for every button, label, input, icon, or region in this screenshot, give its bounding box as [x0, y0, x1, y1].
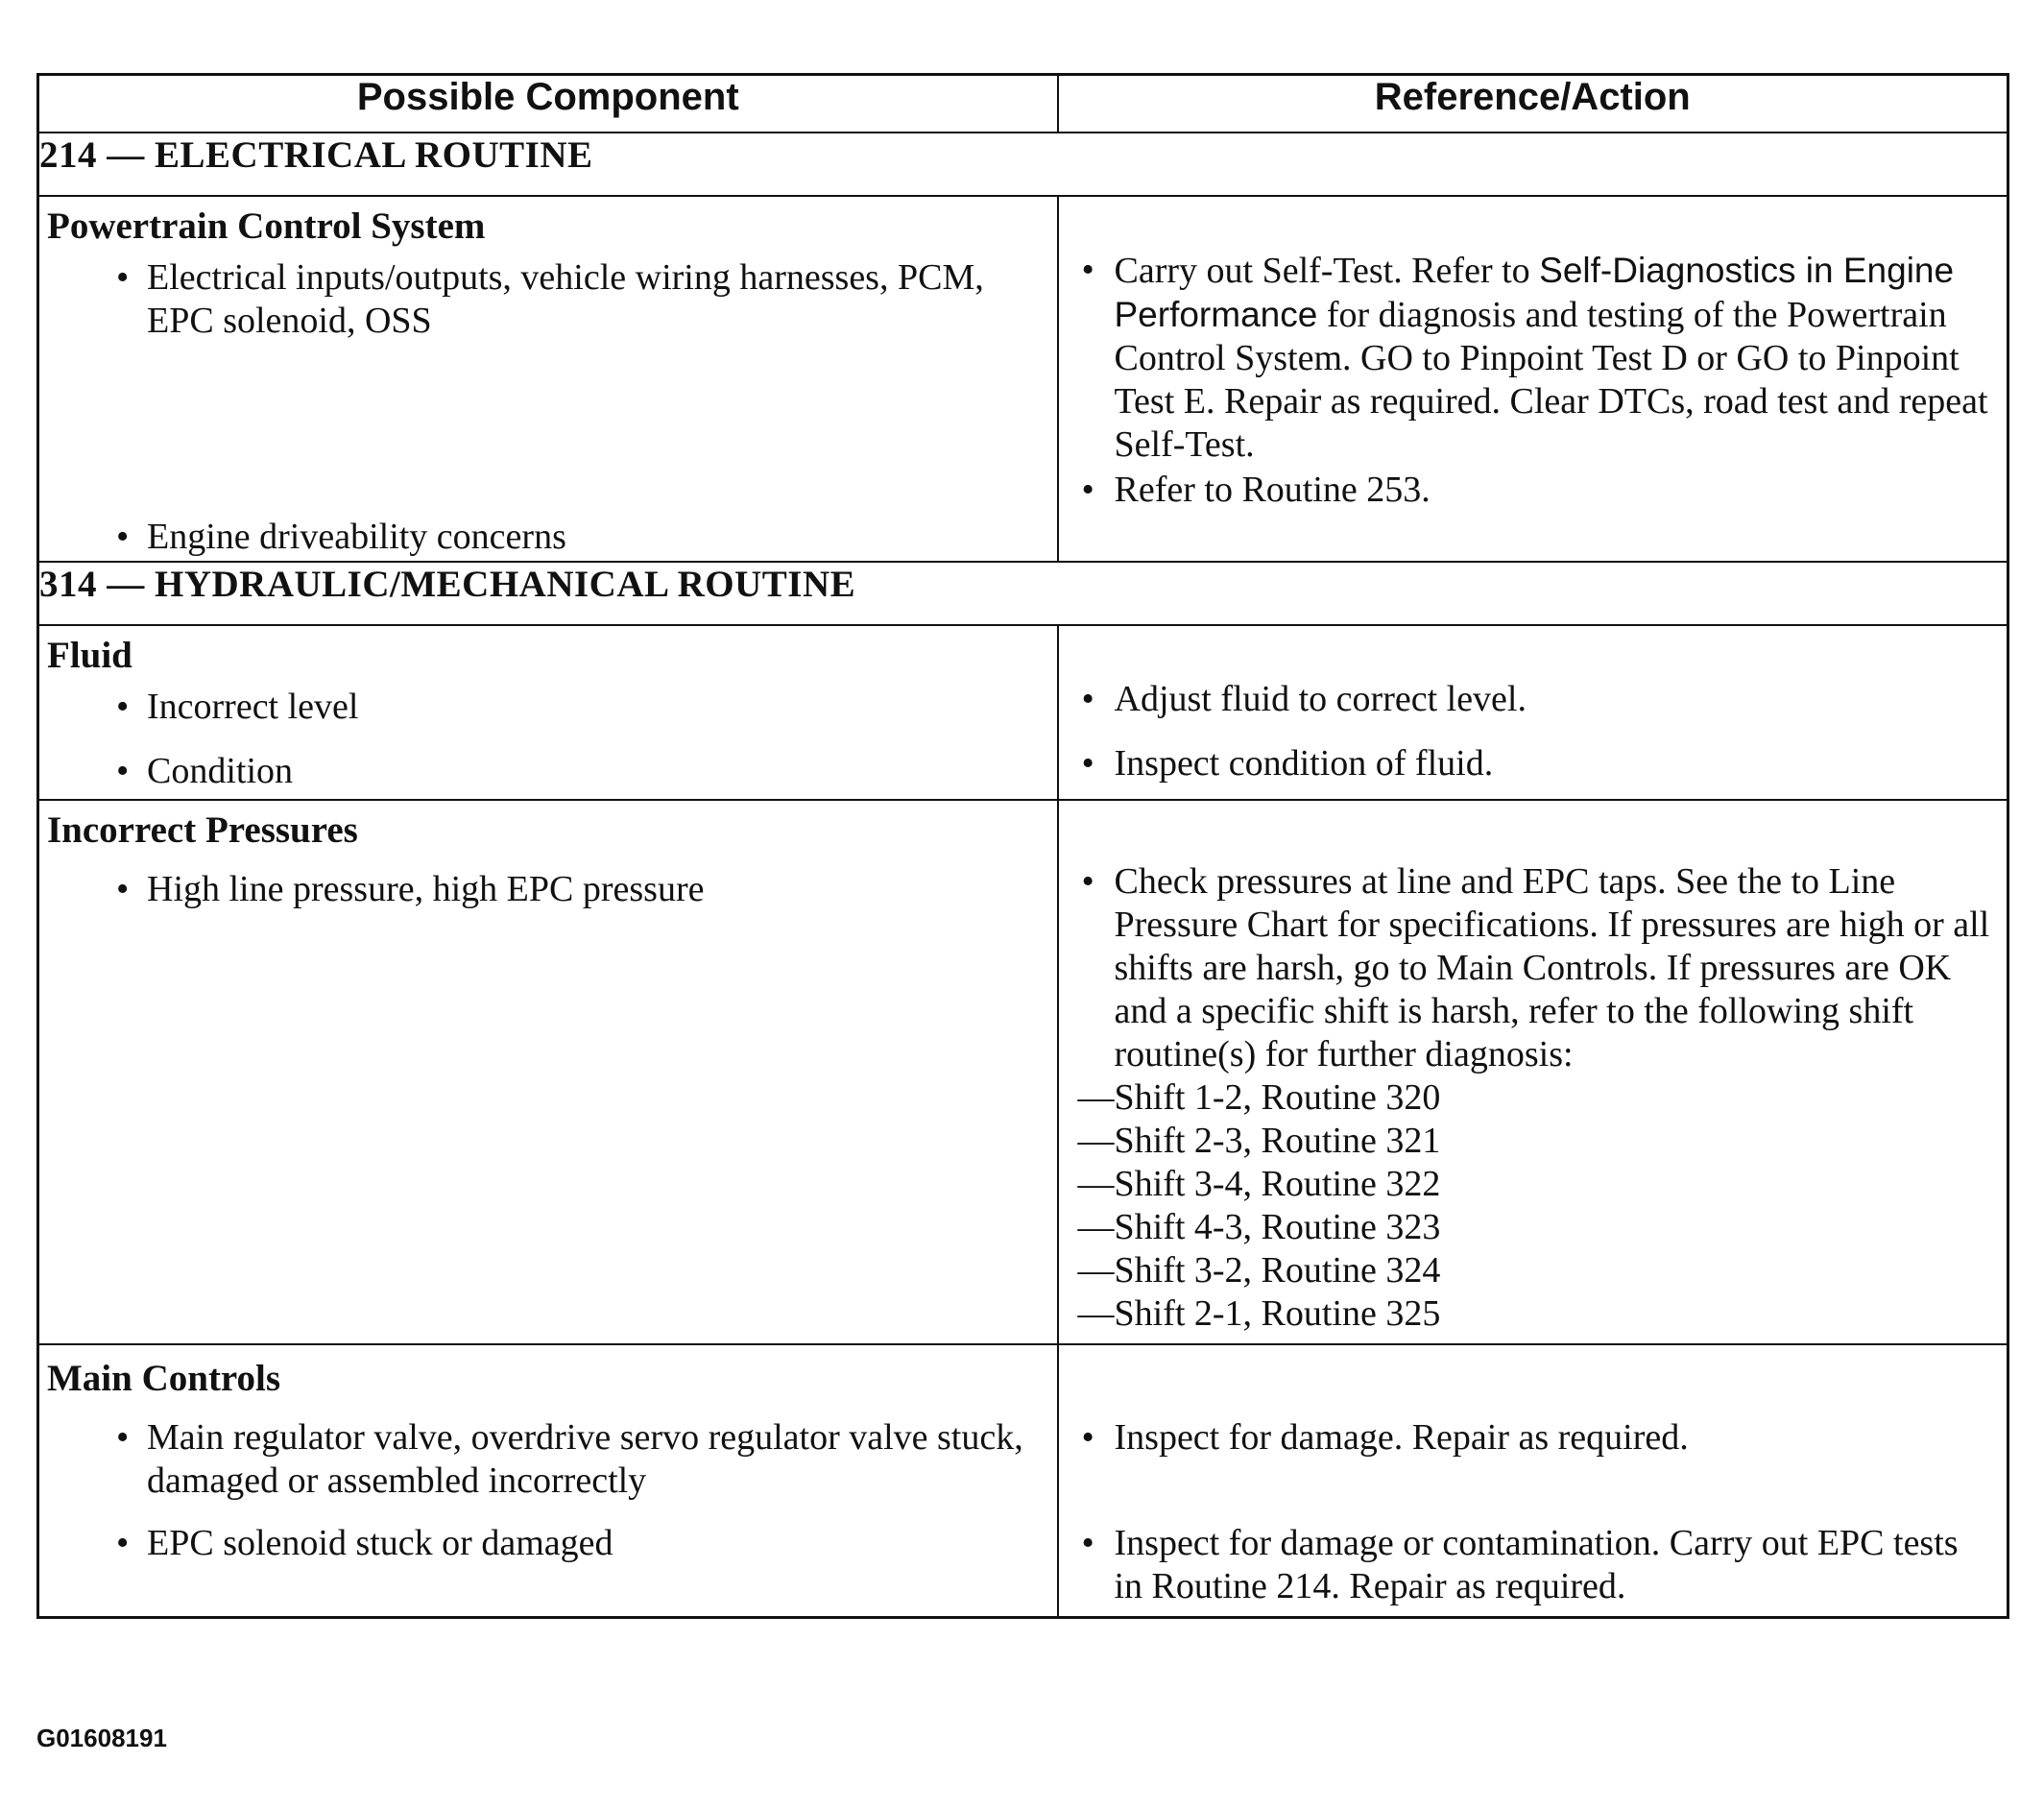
group-title-powertrain: Powertrain Control System [47, 205, 486, 247]
component-text: EPC solenoid stuck or damaged [147, 1523, 613, 1563]
component-item [39, 686, 1057, 729]
shift-routine-text: Shift 1-2, Routine 320 [1114, 1077, 1441, 1118]
action-item [1059, 742, 2008, 785]
shift-routine-text: Shift 2-1, Routine 325 [1114, 1293, 1441, 1334]
group-title-fluid: Fluid [47, 635, 132, 676]
group-row-powertrain [38, 196, 2008, 562]
section-row-314 [38, 562, 2008, 625]
action-text: Inspect for damage. Repair as required. [1114, 1417, 1689, 1458]
self-diagnostics-reference: Self-Diagnostics in Engine Performance [1114, 251, 1955, 334]
action-text-post: for diagnosis and testing of the Powertrain Control System. GO to Pinpoint Test D or GO to Pinpoint Test E. Repair as required. Clear DTCs, road test and repeat Self-Test. [1114, 295, 1988, 465]
shift-routine-item [1059, 1206, 2008, 1249]
dash-icon: — [1077, 1121, 1115, 1161]
bullet-icon: • [1081, 1523, 1094, 1563]
action-text-pre: Carry out Self-Test. Refer to [1114, 251, 1540, 291]
component-text: Condition [147, 751, 294, 791]
bullet-icon: • [116, 517, 130, 557]
component-item [39, 1522, 1057, 1565]
component-item [39, 256, 1057, 343]
action-text: Inspect condition of fluid. [1114, 743, 1494, 784]
dash-icon: — [1077, 1164, 1115, 1204]
group-row-main-controls [38, 1344, 2008, 1618]
shift-routine-text: Shift 3-4, Routine 322 [1114, 1164, 1441, 1204]
diagnosis-table [36, 73, 2009, 1619]
component-cell [38, 1344, 1058, 1618]
dash-icon: — [1077, 1207, 1115, 1247]
bullet-icon: • [1081, 250, 1094, 290]
component-text: Engine driveability concerns [147, 517, 566, 557]
shift-routine-text: Shift 4-3, Routine 323 [1114, 1207, 1441, 1247]
dash-icon: — [1077, 1250, 1115, 1291]
action-cell [1058, 800, 2008, 1344]
bullet-icon: • [1081, 1417, 1094, 1458]
action-text: Inspect for damage or contamination. Carry out EPC tests in Routine 214. Repair as required. [1114, 1523, 1959, 1606]
dash-icon: — [1077, 1077, 1115, 1118]
component-item [39, 750, 1057, 793]
group-row-fluid [38, 625, 2008, 800]
component-text: Main regulator valve, overdrive servo regulator valve stuck, damaged or assembled incorrectly [147, 1417, 1023, 1501]
action-item [1059, 678, 2008, 721]
header-reference-action: Reference/Action [1058, 75, 2008, 133]
component-cell [38, 625, 1058, 800]
dash-icon: — [1077, 1293, 1115, 1334]
table-header-row [38, 75, 2008, 133]
action-item [1059, 1416, 2008, 1460]
action-text: Refer to Routine 253. [1114, 470, 1431, 510]
shift-routine-text: Shift 2-3, Routine 321 [1114, 1121, 1441, 1161]
header-possible-component: Possible Component [38, 75, 1058, 133]
bullet-icon: • [1081, 743, 1094, 784]
shift-routine-text: Shift 3-2, Routine 324 [1114, 1250, 1441, 1291]
action-cell [1058, 1344, 2008, 1618]
shift-routine-item [1059, 1292, 2008, 1336]
bullet-icon: • [116, 1417, 130, 1458]
section-title-214: 214 — ELECTRICAL ROUTINE [38, 133, 2008, 196]
bullet-icon: • [116, 257, 130, 298]
group-row-pressures [38, 800, 2008, 1344]
bullet-icon: • [1081, 679, 1094, 719]
group-title-main-controls: Main Controls [47, 1358, 281, 1399]
shift-routine-item [1059, 1163, 2008, 1206]
bullet-icon: • [116, 869, 130, 909]
component-item [39, 1416, 1057, 1503]
action-cell [1058, 196, 2008, 562]
action-text: Check pressures at line and EPC taps. See the to Line Pressure Chart for specifications. If pressures are high or all shifts are harsh, go to Main Controls. If pressures are OK and a specific shift is harsh, refer to the following shift routine(s) for further diagnosis: [1114, 861, 1990, 1074]
action-item [1059, 249, 2008, 467]
bullet-icon: • [116, 751, 130, 791]
bullet-icon: • [1081, 470, 1094, 510]
action-text: Adjust fluid to correct level. [1114, 679, 1527, 719]
action-item [1059, 860, 2008, 1076]
action-item [1059, 1522, 2008, 1608]
component-text: Electrical inputs/outputs, vehicle wiring harnesses, PCM, EPC solenoid, OSS [147, 257, 984, 341]
bullet-icon: • [116, 687, 130, 727]
component-text: Incorrect level [147, 687, 359, 727]
group-title-pressures: Incorrect Pressures [47, 809, 358, 851]
section-row-214 [38, 133, 2008, 196]
bullet-icon: • [116, 1523, 130, 1563]
component-item [39, 868, 1057, 911]
shift-routine-item [1059, 1120, 2008, 1163]
shift-routine-item [1059, 1249, 2008, 1292]
section-title-314: 314 — HYDRAULIC/MECHANICAL ROUTINE [38, 562, 2008, 625]
component-item [39, 516, 1057, 559]
component-cell [38, 800, 1058, 1344]
bullet-icon: • [1081, 861, 1094, 902]
action-cell [1058, 625, 2008, 800]
component-cell [38, 196, 1058, 562]
action-item [1059, 469, 2008, 512]
component-text: High line pressure, high EPC pressure [147, 869, 705, 909]
figure-id: G01608191 [36, 1724, 167, 1752]
shift-routine-item [1059, 1076, 2008, 1120]
